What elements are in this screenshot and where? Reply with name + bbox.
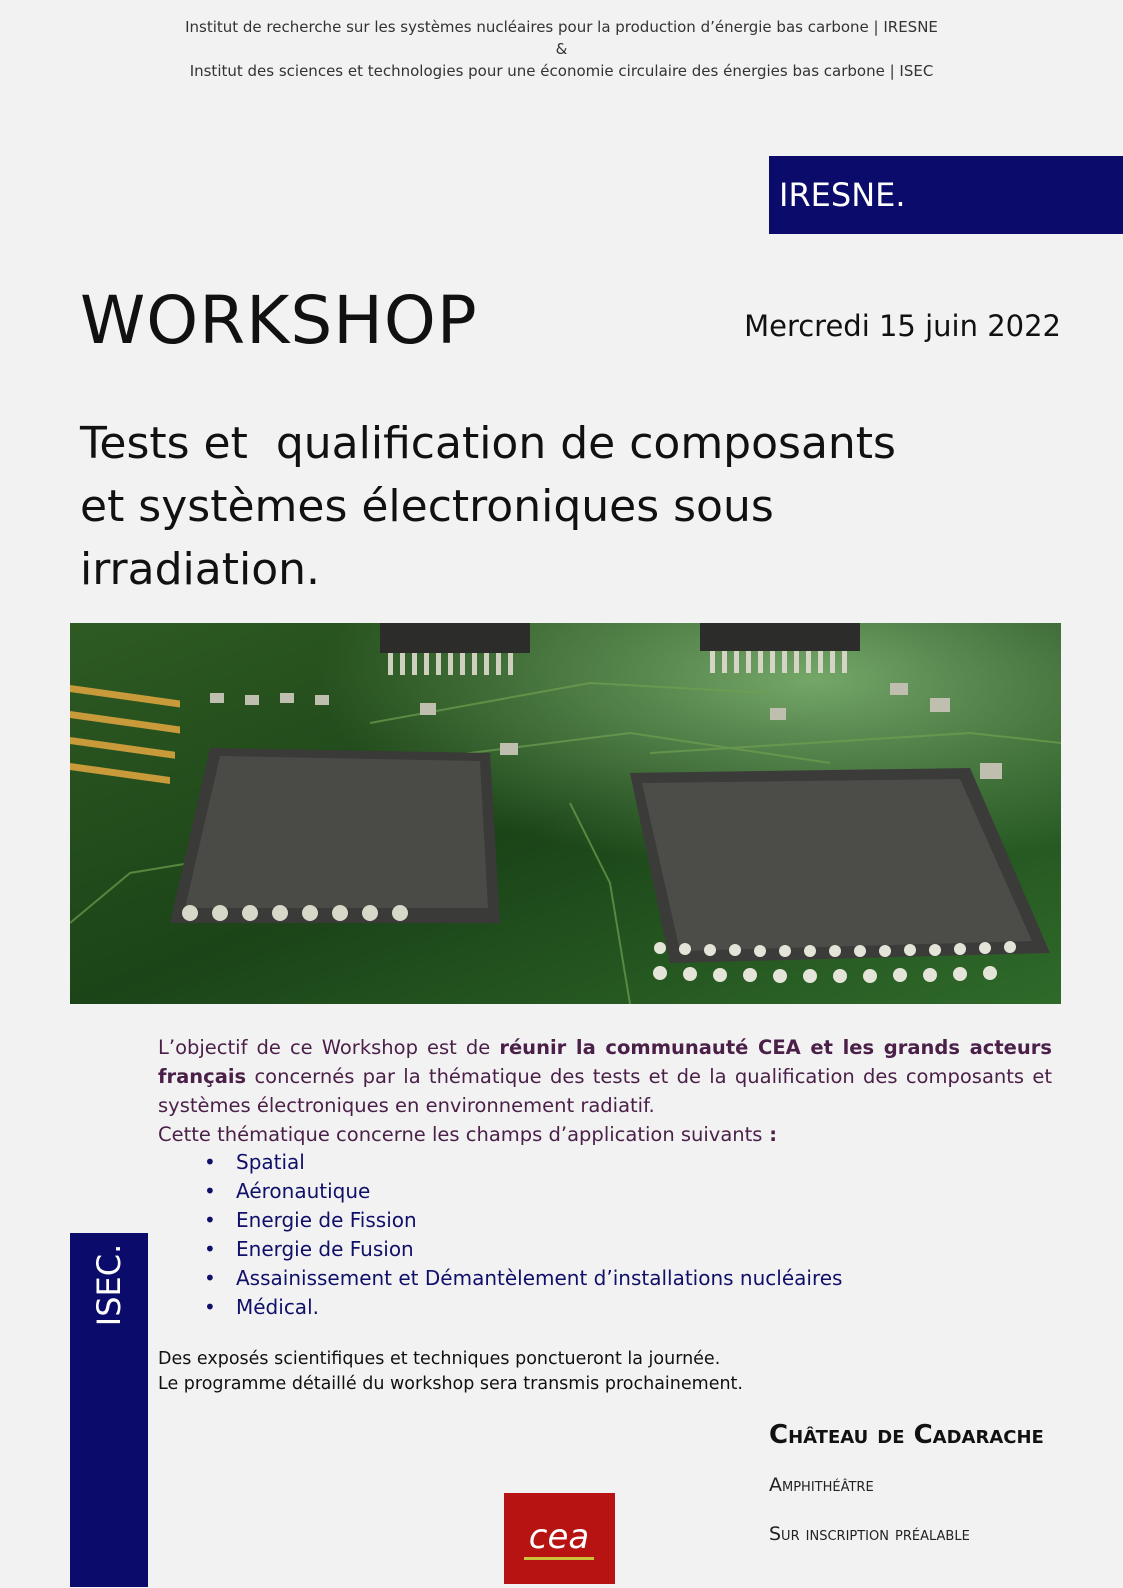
list-item (204, 1293, 842, 1322)
fields-intro (158, 1120, 1052, 1149)
field-label: Spatial (236, 1150, 305, 1174)
bullet-icon: • (204, 1179, 216, 1203)
isec-label: ISEC. (90, 1243, 128, 1327)
registration-note: Sur inscription préalable (769, 1523, 970, 1545)
header-ampersand: & (555, 40, 568, 58)
fields-intro-colon: : (762, 1123, 778, 1146)
event-title (80, 412, 940, 601)
list-item (204, 1148, 842, 1177)
bullet-icon: • (204, 1237, 216, 1261)
title-line-2: et systèmes électroniques sous (80, 481, 774, 532)
circuit-board-photo (70, 623, 1061, 1004)
field-label: Energie de Fusion (236, 1237, 414, 1261)
application-fields-list (204, 1148, 842, 1322)
bullet-icon: • (204, 1266, 216, 1290)
program-note (158, 1347, 743, 1397)
list-item (204, 1177, 842, 1206)
list-item (204, 1206, 842, 1235)
workshop-objective (158, 1033, 1052, 1149)
list-item (204, 1264, 842, 1293)
cea-logo-text: cea (528, 1517, 590, 1557)
objective-text-emphasis: réunir la communauté CEA et les grands acteurs français (158, 1036, 1052, 1088)
note-line-2: Le programme détaillé du workshop sera transmis prochainement. (158, 1374, 743, 1394)
title-line-3: irradiation. (80, 544, 320, 595)
field-label: Médical. (236, 1295, 319, 1319)
bullet-icon: • (204, 1150, 216, 1174)
bullet-icon: • (204, 1208, 216, 1232)
note-line-1: Des exposés scientifiques et techniques ponctueront la journée. (158, 1349, 721, 1369)
venue-name: Château de Cadarache (769, 1420, 1044, 1450)
objective-paragraph (158, 1033, 1052, 1120)
objective-text-suffix: concernés par la thématique des tests et de la qualification des composants et systèmes électroniques en environnement radiatif. (158, 1065, 1052, 1117)
event-date: Mercredi 15 juin 2022 (744, 309, 1061, 343)
bullet-icon: • (204, 1295, 216, 1319)
header-line-iresne: Institut de recherche sur les systèmes nucléaires pour la production d’énergie bas carbone | IRESNE (185, 18, 938, 36)
venue-room: Amphithéâtre (769, 1474, 874, 1496)
iresne-banner: IRESNE. (769, 156, 1123, 234)
list-item (204, 1235, 842, 1264)
workshop-heading: WORKSHOP (80, 282, 478, 359)
fields-intro-text: Cette thématique concerne les champs d’application suivants (158, 1123, 763, 1146)
field-label: Energie de Fission (236, 1208, 417, 1232)
title-line-1: Tests et qualification de composants (80, 418, 896, 469)
objective-text-prefix: L’objectif de ce Workshop est de (158, 1036, 500, 1059)
cea-logo (504, 1493, 615, 1584)
field-label: Aéronautique (236, 1179, 371, 1203)
header-line-isec: Institut des sciences et technologies pour une économie circulaire des énergies bas carbone | ISEC (189, 62, 934, 80)
field-label: Assainissement et Démantèlement d’installations nucléaires (236, 1266, 843, 1290)
